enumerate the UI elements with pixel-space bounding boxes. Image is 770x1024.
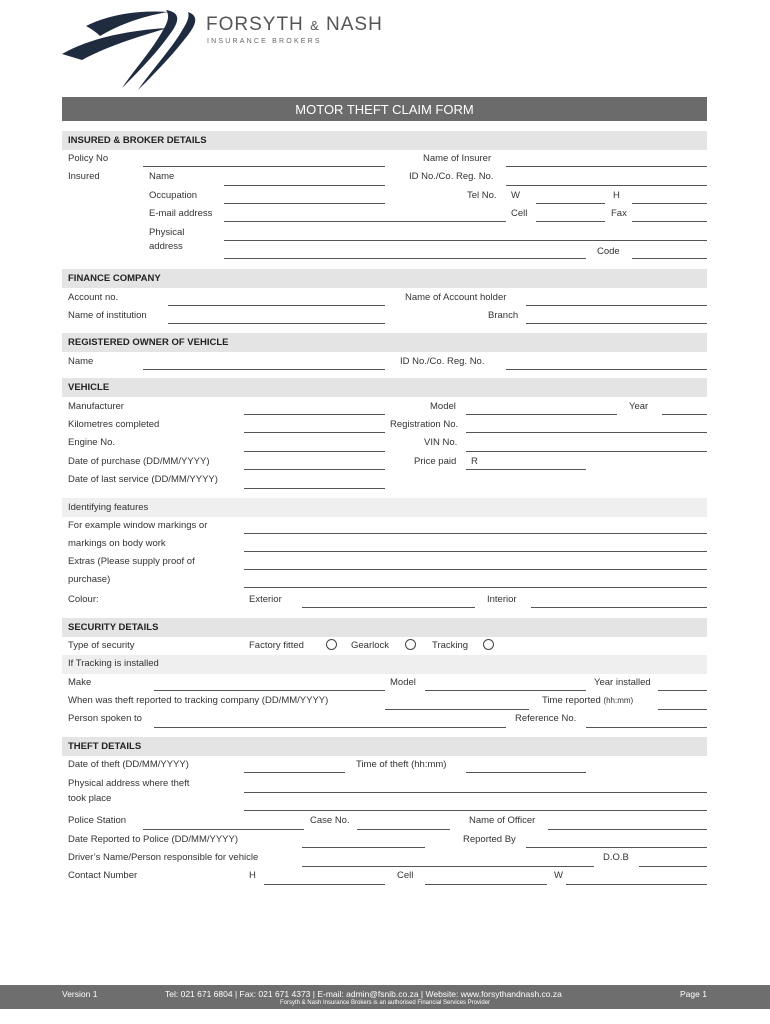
label-contact: Contact Number bbox=[68, 870, 138, 881]
field-physical-address-2[interactable] bbox=[224, 258, 586, 259]
brand-name: FORSYTH & NASH bbox=[206, 14, 383, 35]
label-when-reported: When was theft reported to tracking company (DD/MM/YYYY) bbox=[68, 695, 329, 706]
label-price-paid: Price paid bbox=[414, 456, 457, 467]
field-when-reported[interactable] bbox=[385, 709, 529, 710]
label-exterior: Exterior bbox=[249, 594, 282, 605]
label-email: E-mail address bbox=[149, 208, 213, 219]
field-code[interactable] bbox=[632, 258, 707, 259]
label-physical: Physical bbox=[149, 227, 185, 238]
field-insured-name[interactable] bbox=[224, 185, 385, 186]
label-code: Code bbox=[597, 246, 620, 257]
label-theft-addr-2: took place bbox=[68, 793, 112, 804]
label-name: Name bbox=[149, 171, 175, 182]
label-dob: D.O.B bbox=[603, 852, 629, 863]
field-person[interactable] bbox=[154, 727, 506, 728]
label-extras-2: purchase) bbox=[68, 574, 111, 585]
section-owner: REGISTERED OWNER OF VEHICLE bbox=[62, 333, 707, 352]
field-registration[interactable] bbox=[466, 432, 707, 433]
label-manufacturer: Manufacturer bbox=[68, 401, 124, 412]
label-contact-h: H bbox=[249, 870, 256, 881]
field-extras-1[interactable] bbox=[244, 569, 707, 570]
field-extras-2[interactable] bbox=[244, 587, 707, 588]
label-extras-1: Extras (Please supply proof of bbox=[68, 556, 195, 567]
label-registration: Registration No. bbox=[390, 419, 459, 430]
label-date-reported: Date Reported to Police (DD/MM/YYYY) bbox=[68, 834, 239, 845]
label-contact-cell: Cell bbox=[397, 870, 414, 881]
label-case-no: Case No. bbox=[310, 815, 350, 826]
radio-factory[interactable] bbox=[326, 639, 337, 650]
field-exterior[interactable] bbox=[302, 607, 475, 608]
field-time-reported[interactable] bbox=[658, 709, 707, 710]
logo-swoosh-icon bbox=[60, 8, 200, 92]
label-if-tracking: If Tracking is installed bbox=[68, 658, 159, 669]
footer-page: Page 1 bbox=[680, 989, 707, 999]
label-account-no: Account no. bbox=[68, 292, 119, 303]
label-occupation: Occupation bbox=[149, 190, 198, 201]
field-officer[interactable] bbox=[548, 829, 707, 830]
field-fax[interactable] bbox=[632, 221, 707, 222]
field-branch[interactable] bbox=[526, 323, 707, 324]
label-owner-name: Name bbox=[68, 356, 94, 367]
section-security: SECURITY DETAILS bbox=[62, 618, 707, 637]
label-example-1: For example window markings or bbox=[68, 520, 208, 531]
label-reported-by: Reported By bbox=[463, 834, 516, 845]
field-theft-date[interactable] bbox=[244, 772, 345, 773]
label-person: Person spoken to bbox=[68, 713, 142, 724]
label-model: Model bbox=[430, 401, 456, 412]
field-engine[interactable] bbox=[244, 451, 385, 452]
label-purchase-date: Date of purchase (DD/MM/YYYY) bbox=[68, 456, 210, 467]
field-owner-id[interactable] bbox=[506, 369, 707, 370]
label-factory: Factory fitted bbox=[249, 640, 304, 651]
field-theft-time[interactable] bbox=[466, 772, 586, 773]
field-name-of-insurer[interactable] bbox=[506, 166, 707, 167]
footer-contact: Tel: 021 671 6804 | Fax: 021 671 4373 | E-mail: admin@fsnib.co.za | Website: www.forsythandnash.co.za bbox=[165, 989, 562, 999]
label-branch: Branch bbox=[488, 310, 519, 321]
label-cell: Cell bbox=[511, 208, 528, 219]
field-account-no[interactable] bbox=[168, 305, 385, 306]
field-purchase-date[interactable] bbox=[244, 469, 385, 470]
label-tel-w: W bbox=[511, 190, 520, 201]
label-contact-w: W bbox=[554, 870, 563, 881]
label-account-holder: Name of Account holder bbox=[405, 292, 507, 303]
label-example-2: markings on body work bbox=[68, 538, 166, 549]
field-id-no[interactable] bbox=[506, 185, 707, 186]
label-policy-no: Policy No bbox=[68, 153, 109, 164]
field-model[interactable] bbox=[466, 414, 617, 415]
field-tel-w[interactable] bbox=[536, 203, 605, 204]
label-fax: Fax bbox=[611, 208, 627, 219]
field-make[interactable] bbox=[154, 690, 385, 691]
label-driver: Driver’s Name/Person responsible for vehicle bbox=[68, 852, 259, 863]
footer-bar bbox=[0, 985, 770, 1009]
field-email[interactable] bbox=[224, 221, 506, 222]
radio-gearlock[interactable] bbox=[405, 639, 416, 650]
label-vin: VIN No. bbox=[424, 437, 458, 448]
field-tracking-model[interactable] bbox=[425, 690, 586, 691]
label-year: Year bbox=[629, 401, 649, 412]
label-colour: Colour: bbox=[68, 594, 99, 605]
field-km[interactable] bbox=[244, 432, 385, 433]
label-tracking: Tracking bbox=[432, 640, 469, 651]
label-theft-addr-1: Physical address where theft bbox=[68, 778, 190, 789]
label-gearlock: Gearlock bbox=[351, 640, 390, 651]
label-time-reported: Time reported (hh:mm) bbox=[542, 695, 634, 706]
label-last-service: Date of last service (DD/MM/YYYY) bbox=[68, 474, 218, 485]
label-engine: Engine No. bbox=[68, 437, 116, 448]
identifying-band bbox=[62, 498, 707, 517]
field-account-holder[interactable] bbox=[526, 305, 707, 306]
label-type-of-security: Type of security bbox=[68, 640, 135, 651]
field-driver[interactable] bbox=[302, 866, 594, 867]
label-tracking-model: Model bbox=[390, 677, 416, 688]
field-contact-h[interactable] bbox=[264, 884, 385, 885]
label-year-installed: Year installed bbox=[594, 677, 651, 688]
form-title-bar bbox=[62, 97, 707, 121]
field-date-reported[interactable] bbox=[302, 847, 425, 848]
label-institution: Name of institution bbox=[68, 310, 147, 321]
field-institution[interactable] bbox=[168, 323, 385, 324]
field-occupation[interactable] bbox=[224, 203, 385, 204]
field-identifying-2[interactable] bbox=[244, 551, 707, 552]
field-case-no[interactable] bbox=[357, 829, 450, 830]
field-dob[interactable] bbox=[639, 866, 707, 867]
section-vehicle: VEHICLE bbox=[62, 378, 707, 397]
field-police-station[interactable] bbox=[143, 829, 304, 830]
label-police-station: Police Station bbox=[68, 815, 127, 826]
field-theft-addr-2[interactable] bbox=[244, 810, 707, 811]
field-manufacturer[interactable] bbox=[244, 414, 385, 415]
label-theft-date: Date of theft (DD/MM/YYYY) bbox=[68, 759, 189, 770]
label-price-prefix: R bbox=[471, 456, 478, 467]
label-insured: Insured bbox=[68, 171, 100, 182]
label-name-of-insurer: Name of Insurer bbox=[423, 153, 492, 164]
label-tel-h: H bbox=[613, 190, 620, 201]
label-address: address bbox=[149, 241, 183, 252]
field-vin[interactable] bbox=[466, 451, 707, 452]
field-identifying-1[interactable] bbox=[244, 533, 707, 534]
field-theft-addr-1[interactable] bbox=[244, 792, 707, 793]
field-price-paid[interactable] bbox=[466, 469, 586, 470]
form-title: MOTOR THEFT CLAIM FORM bbox=[295, 102, 474, 117]
field-tel-h[interactable] bbox=[632, 203, 707, 204]
brand-tagline: INSURANCE BROKERS bbox=[207, 38, 322, 45]
field-year[interactable] bbox=[662, 414, 707, 415]
field-year-installed[interactable] bbox=[658, 690, 707, 691]
footer-version: Version 1 bbox=[62, 989, 98, 999]
footer-disclaimer: Forsyth & Nash Insurance Brokers is an authorised Financial Services Provider bbox=[279, 1000, 491, 1006]
section-finance: FINANCE COMPANY bbox=[62, 269, 707, 288]
field-interior[interactable] bbox=[531, 607, 707, 608]
field-physical-address-1[interactable] bbox=[224, 240, 707, 241]
field-contact-cell[interactable] bbox=[425, 884, 547, 885]
field-cell[interactable] bbox=[536, 221, 605, 222]
label-owner-id: ID No./Co. Reg. No. bbox=[400, 356, 485, 367]
field-reference[interactable] bbox=[586, 727, 707, 728]
field-contact-w[interactable] bbox=[566, 884, 707, 885]
field-last-service[interactable] bbox=[244, 488, 385, 489]
section-theft: THEFT DETAILS bbox=[62, 737, 707, 756]
field-policy-no[interactable] bbox=[143, 166, 385, 167]
label-officer: Name of Officer bbox=[469, 815, 536, 826]
label-theft-time: Time of theft (hh:mm) bbox=[356, 759, 447, 770]
label-make: Make bbox=[68, 677, 92, 688]
section-insured: INSURED & BROKER DETAILS bbox=[62, 131, 707, 150]
label-tel-no: Tel No. bbox=[467, 190, 497, 201]
field-reported-by[interactable] bbox=[526, 847, 707, 848]
label-id-no: ID No./Co. Reg. No. bbox=[409, 171, 494, 182]
field-owner-name[interactable] bbox=[143, 369, 385, 370]
label-reference: Reference No. bbox=[515, 713, 577, 724]
label-interior: Interior bbox=[487, 594, 517, 605]
label-km: Kilometres completed bbox=[68, 419, 160, 430]
radio-tracking[interactable] bbox=[483, 639, 494, 650]
label-identifying: Identifying features bbox=[68, 502, 149, 513]
